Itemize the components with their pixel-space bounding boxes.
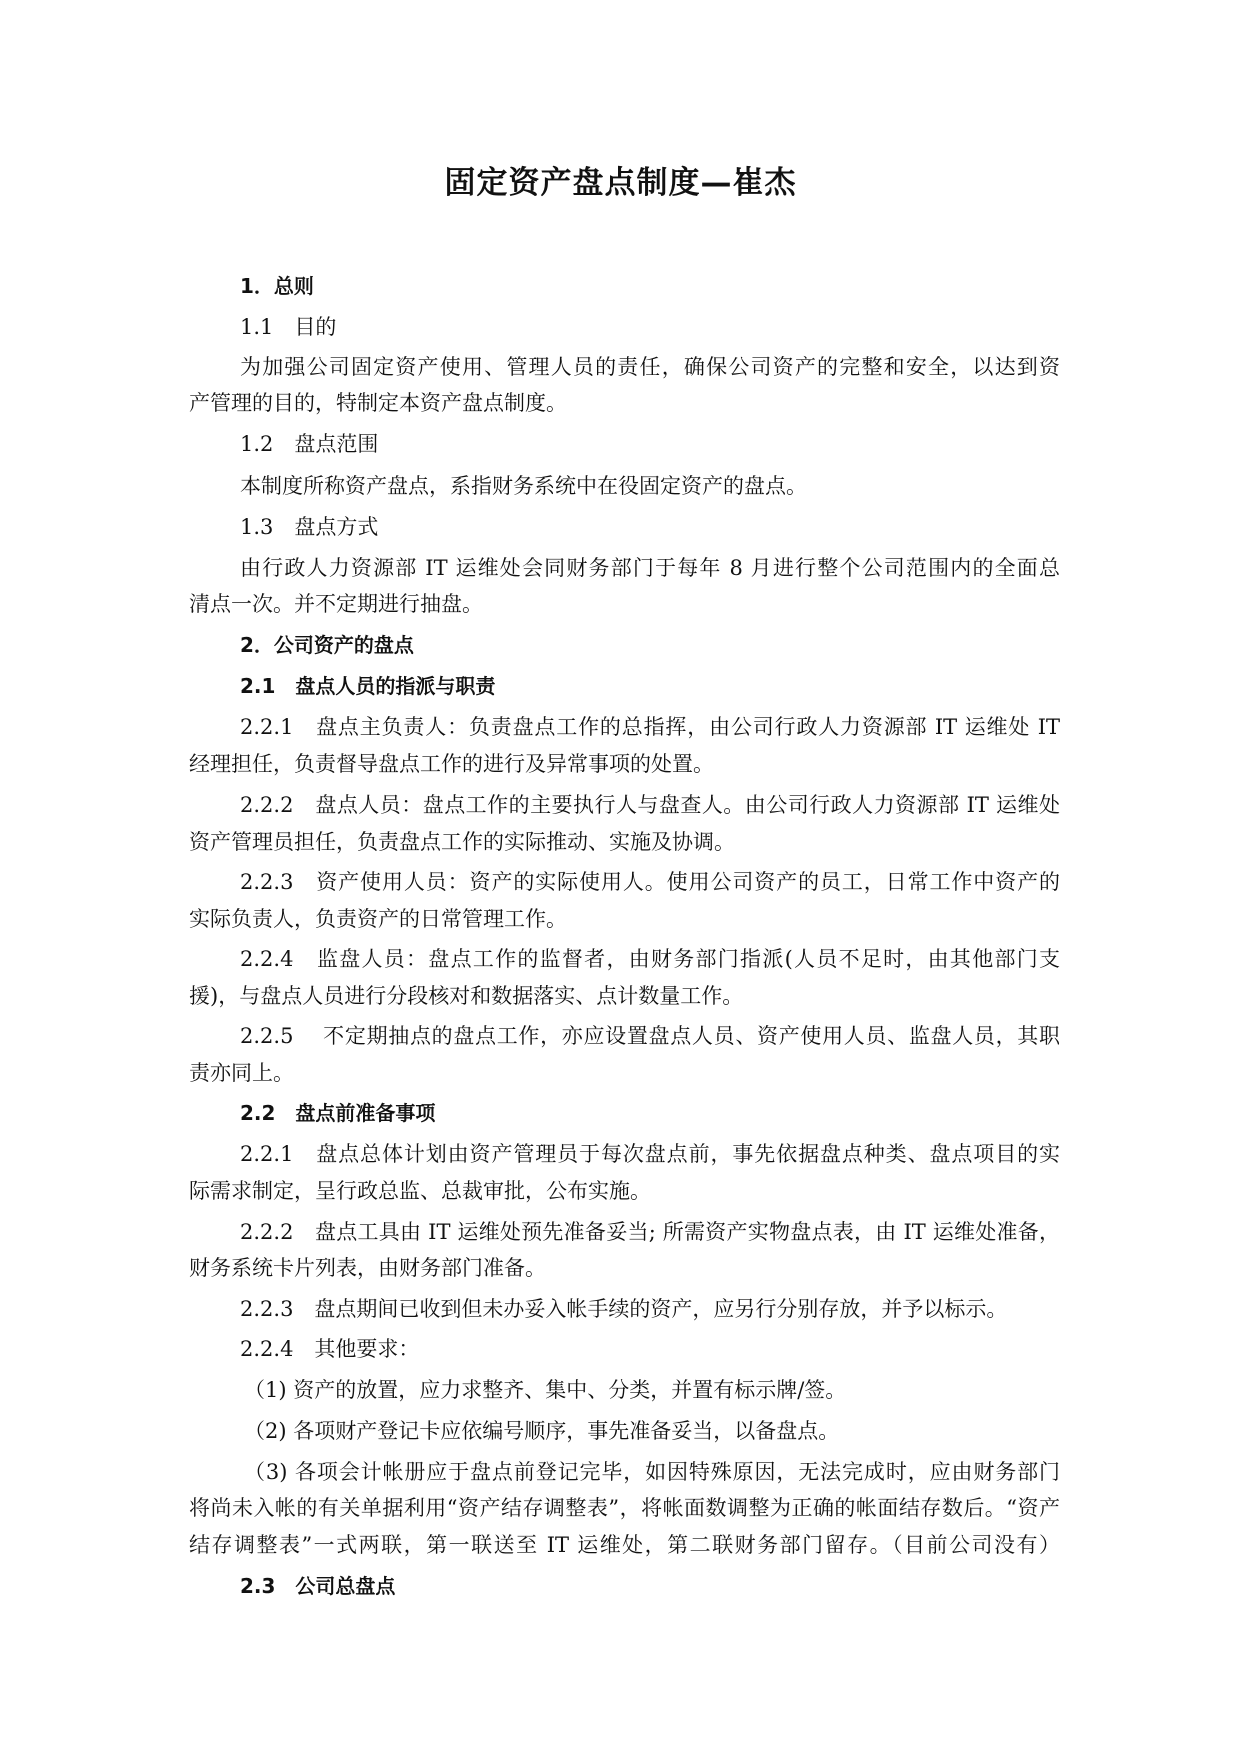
paragraph-line: 援)，与盘点人员进行分段核对和数据落实、点计数量工作。 [189, 984, 744, 1008]
subsection-heading-1-3: 1.3 盘点方式 [240, 515, 379, 539]
paragraph-line: 2.2.4 监盘人员：盘点工作的监督者，由财务部门指派(人员不足时，由其他部门支 [240, 947, 1060, 971]
paragraph-line: 结存调整表”一式两联，第一联送至 IT 运维处，第二联财务部门留存。（目前公司没有） [189, 1533, 1060, 1557]
section-heading-1: 1．总则 [240, 274, 314, 298]
list-item: （3) 各项会计帐册应于盘点前登记完毕，如因特殊原因，无法完成时，应由财务部门 [244, 1460, 1060, 1484]
paragraph-line: 2.2.5 不定期抽点的盘点工作，亦应设置盘点人员、资产使用人员、监盘人员，其职 [240, 1024, 1060, 1048]
paragraph-line: 经理担任，负责督导盘点工作的进行及异常事项的处置。 [189, 752, 714, 776]
paragraph-line: 2.2.2 盘点工具由 IT 运维处预先准备妥当; 所需资产实物盘点表，由 IT 运维处准备， [240, 1220, 1060, 1244]
paragraph-line: 2.2.4 其他要求： [240, 1337, 420, 1361]
document-title: 固定资产盘点制度—崔杰 [444, 165, 797, 201]
subsection-heading-1-2: 1.2 盘点范围 [240, 432, 379, 456]
subsection-heading-2-1: 2.1 盘点人员的指派与职责 [240, 674, 496, 698]
subsection-heading-1-1: 1.1 目的 [240, 315, 337, 339]
paragraph-line: 由行政人力资源部 IT 运维处会同财务部门于每年 8 月进行整个公司范围内的全面总 [240, 556, 1060, 580]
section-heading-2: 2．公司资产的盘点 [240, 633, 414, 657]
paragraph-line: 产管理的目的，特制定本资产盘点制度。 [189, 391, 567, 415]
paragraph-line: 2.2.3 盘点期间已收到但未办妥入帐手续的资产，应另行分别存放，并予以标示。 [240, 1297, 1008, 1321]
list-item: （2) 各项财产登记卡应依编号顺序，事先准备妥当，以备盘点。 [244, 1419, 840, 1443]
paragraph-line: 为加强公司固定资产使用、管理人员的责任，确保公司资产的完整和安全，以达到资 [240, 355, 1060, 379]
paragraph-line: 实际负责人，负责资产的日常管理工作。 [189, 907, 567, 931]
paragraph-line: 2.2.2 盘点人员：盘点工作的主要执行人与盘查人。由公司行政人力资源部 IT 运维处 [240, 793, 1060, 817]
subsection-heading-2-2: 2.2 盘点前准备事项 [240, 1101, 436, 1125]
paragraph-line: 际需求制定，呈行政总监、总裁审批，公布实施。 [189, 1179, 651, 1203]
list-item: （1) 资产的放置，应力求整齐、集中、分类，并置有标示牌/签。 [244, 1378, 847, 1402]
paragraph-line: 将尚未入帐的有关单据利用“资产结存调整表”，将帐面数调整为正确的帐面结存数后。“资产 [189, 1496, 1060, 1520]
paragraph-line: 资产管理员担任，负责盘点工作的实际推动、实施及协调。 [189, 830, 735, 854]
paragraph-line: 2.2.1 盘点总体计划由资产管理员于每次盘点前，事先依据盘点种类、盘点项目的实 [240, 1142, 1060, 1166]
paragraph-line: 清点一次。并不定期进行抽盘。 [189, 592, 483, 616]
paragraph-line: 2.2.3 资产使用人员：资产的实际使用人。使用公司资产的员工，日常工作中资产的 [240, 870, 1060, 894]
paragraph-line: 2.2.1 盘点主负责人：负责盘点工作的总指挥，由公司行政人力资源部 IT 运维处 IT [240, 715, 1060, 739]
paragraph-line: 责亦同上。 [189, 1061, 294, 1085]
paragraph-line: 财务系统卡片列表，由财务部门准备。 [189, 1256, 546, 1280]
paragraph-line: 本制度所称资产盘点，系指财务系统中在役固定资产的盘点。 [240, 474, 807, 498]
subsection-heading-2-3: 2.3 公司总盘点 [240, 1574, 396, 1598]
